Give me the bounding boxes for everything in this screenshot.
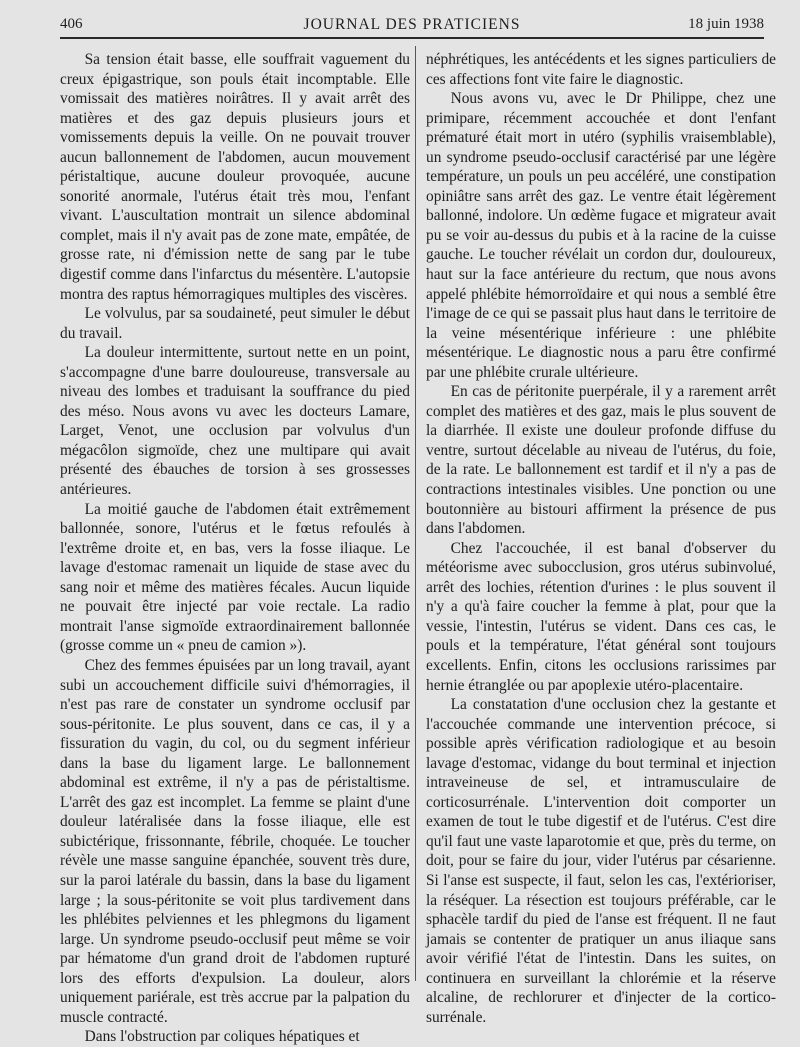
paragraph: La douleur intermittente, surtout nette en un point, s'accompagne d'une barre douloureuse, transversale au niveau des lombes et traduisant la souffrance du pied des méso. Nous avons vu avec les docteurs Lamare, Larget, Venot, une occlusion par volvulus d'un mégacôlon sigmoïde, chez une multipare qui avait présenté des ébauches de torsion à ses grossesses antérieures. — [60, 344, 410, 499]
paragraph: Chez l'accouchée, il est banal d'observer du météorisme avec subocclusion, gros utérus subinvolué, arrêt des lochies, rétention d'urines : le plus souvent il n'y a qu'à faire coucher la femme à plat, pour que la vessie, l'intestin, l'utérus se vident. Dans ces cas, le pouls et la température, l'état général sont toujours excellents. Enfin, citons les occlusions rarissimes par hernie étranglée ou par apoplexie utéro-placentaire. — [426, 539, 776, 694]
column-divider — [415, 46, 416, 981]
paragraph: La moitié gauche de l'abdomen était extrêmement ballonnée, sonore, l'utérus et le fœtus refoulés à l'extrême droite et, en bas, vers la fosse iliaque. Le lavage d'estomac ramenait un liquide de stase avec du sang noir et même des matières fécales. Aucun liquide ne pouvait être injecté par voie rectale. La radio montrait l'anse sigmoïde extraordinairement ballonnée (grosse comme un « pneu de camion »). — [60, 500, 410, 655]
paragraph: Chez des femmes épuisées par un long travail, ayant subi un accouchement difficile suivi d'hémorragies, il n'est pas rare de constater un syndrome occlusif par sous-péritonite. Le plus souvent, dans ce cas, il y a fissuration du vagin, du col, ou du segment inférieur dans la base du ligament large. Le ballonnement abdominal est extrême, il n'y a pas de péristaltisme. L'arrêt des gaz est incomplet. La femme se plaint d'une douleur latéralisée dans la fosse iliaque, elle est subictérique, frissonnante, fébrile, choquée. Le toucher révèle une masse sanguine épanchée, souvent très dure, sur la paroi latérale du bassin, dans la base du ligament large ; la sous-péritonite se voit plus tardivement dans les phlébites pelviennes et les phlegmons du ligament large. Un syndrome pseudo-occlusif peut même se voir par hématome d'un grand droit de l'abdomen rupturé lors des efforts d'expulsion. La douleur, alors uniquement pariérale, est très accrue par la palpation du muscle contracté. — [60, 656, 410, 1026]
right-column — [426, 50, 776, 1027]
header-rule — [60, 37, 764, 39]
journal-title: JOURNAL DES PRATICIENS — [303, 16, 521, 33]
paragraph: En cas de péritonite puerpérale, il y a rarement arrêt complet des matières et des gaz, mais le plus souvent de la diarrhée. Il existe une douleur profonde diffuse du ventre, surtout décelable au niveau de l'utérus, du foie, de la rate. Le ballonnement est tardif et il n'y a pas de contractions intestinales visibles. Une ponction ou une boutonnière au bistouri affirment la présence de pus dans l'abdomen. — [426, 383, 776, 538]
paragraph: La constatation d'une occlusion chez la gestante et l'accouchée commande une intervention précoce, si possible après vérification radiologique et au besoin lavage d'estomac, vidange du bout terminal et injection intraveineuse de sel, et intramusculaire de corticosurrénale. L'intervention doit comporter un examen de tout le tube digestif et de l'utérus. C'est dire qu'il faut une vaste laparotomie et que, près du terme, on doit, pour se faire du jour, vider l'utérus par césarienne. Si l'anse est suspecte, il faut, selon les cas, l'extérioriser, la réséquer. La résection est toujours préférable, car le sphacèle tardif du pied de l'anse est fréquent. Il ne faut jamais se contenter de pratiquer un anus iliaque sans avoir vérifié l'état de l'intestin. Dans les suites, on continuera en surveillant la chlorémie et la réserve alcaline, de rechlorurer et d'injecter de la cortico-surrénale. — [426, 696, 776, 1026]
paragraph: Dans l'obstruction par coliques hépatiques et — [84, 1028, 360, 1046]
page-header — [60, 14, 764, 38]
left-column — [60, 50, 410, 1047]
paragraph: Nous avons vu, avec le Dr Philippe, chez une primipare, récemment accouchée et dont l'enfant prématuré était mort in utéro (syphilis vraisemblable), un syndrome pseudo-occlusif caractérisé par une légère température, un pouls un peu accéléré, une constipation opiniâtre sans arrêt des gaz. Le ventre était légèrement ballonné, indolore. Un œdème fugace et migrateur avait pu se voir au-dessus du pubis et à la racine de la cuisse gauche. Le toucher révélait un cordon dur, douloureux, haut sur la face antérieure du rectum, que nous avons appelé phlébite hémorroïdaire et qui nous a semblé être l'image de ce qui se passait plus haut dans le territoire de la veine mésentérique inférieure : une phlébite mésentérique. Le diagnostic nous a paru être confirmé par une phlébite crurale ultérieure. — [426, 90, 776, 381]
paragraph: néphrétiques, les antécédents et les signes particuliers de ces affections font vite faire le diagnostic. — [426, 51, 776, 88]
page-number: 406 — [60, 16, 83, 32]
issue-date: 18 juin 1938 — [688, 16, 764, 32]
paragraph: Sa tension était basse, elle souffrait vaguement du creux épigastrique, son pouls était incomptable. Elle vomissait des matières noirâtres. Il y avait arrêt des matières et des gaz depuis plusieurs jours et vomissements depuis la veille. On ne pouvait trouver aucun ballonnement de l'abdomen, aucun mouvement péristaltique, aucune douleur provoquée, aucune sonorité anormale, l'utérus était très mou, l'enfant vivant. L'auscultation montrait un silence abdominal complet, mais il n'y avait pas de zone mate, empâtée, de grosse rate, ni d'émission nette de sang par le tube digestif comme dans l'infarctus du mésentère. L'autopsie montra des raptus hémorragiques multiples des viscères. — [60, 51, 410, 303]
paragraph: Le volvulus, par sa soudaineté, peut simuler le début du travail. — [60, 305, 410, 342]
